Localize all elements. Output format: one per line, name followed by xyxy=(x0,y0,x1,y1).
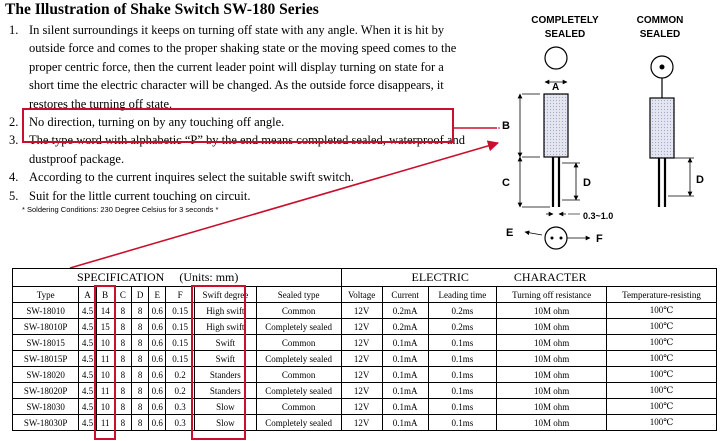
table-cell: SW-18020 xyxy=(13,367,79,383)
table-cell: Completely sealed xyxy=(256,383,341,399)
table-row xyxy=(13,335,717,351)
table-cell: Common xyxy=(256,367,341,383)
table-cell: Completely sealed xyxy=(256,415,341,431)
table-cell: Common xyxy=(256,399,341,415)
table-cell: 8 xyxy=(114,367,131,383)
table-cell: 11 xyxy=(96,383,114,399)
table-cell: 0.2 xyxy=(166,367,195,383)
table-cell: SW-18015 xyxy=(13,335,79,351)
table-cell: 8 xyxy=(132,351,149,367)
table-cell: 0.6 xyxy=(149,303,166,319)
table-cell: 10M ohm xyxy=(497,399,607,415)
switch-body-common xyxy=(650,98,674,158)
list-item: 2. No direction, turning on by any touching off angle. xyxy=(9,115,285,130)
table-cell: 10 xyxy=(96,367,114,383)
table-cell: Standers xyxy=(194,383,256,399)
table-cell: 4.5 xyxy=(79,319,96,335)
table-row xyxy=(13,319,717,335)
table-cell: Common xyxy=(256,335,341,351)
table-cell: 14 xyxy=(96,303,114,319)
highlight-column-swift-degree xyxy=(191,285,246,440)
col-c: C xyxy=(114,287,131,303)
table-cell: 0.1mA xyxy=(382,335,428,351)
table-cell: 10 xyxy=(96,335,114,351)
table-cell: 10M ohm xyxy=(497,415,607,431)
list-item: 5. Suit for the little current touching on circuit. xyxy=(9,188,251,203)
table-cell: 8 xyxy=(114,303,131,319)
table-cell: 0.1ms xyxy=(428,351,497,367)
table-cell: 4.5 xyxy=(79,335,96,351)
col-d: D xyxy=(132,287,149,303)
col-temperature-resisting: Temperature-resisting xyxy=(607,287,717,303)
table-cell: 8 xyxy=(132,319,149,335)
switch-body-sealed xyxy=(544,94,568,157)
table-cell: Common xyxy=(256,303,341,319)
table-cell: Slow xyxy=(194,399,256,415)
col-type: Type xyxy=(13,287,79,303)
table-cell: 15 xyxy=(96,319,114,335)
table-cell: 0.6 xyxy=(149,399,166,415)
table-cell: Completely sealed xyxy=(256,351,341,367)
table-cell: Completely sealed xyxy=(256,319,341,335)
dim-f-text: F xyxy=(596,233,603,245)
table-cell: 0.6 xyxy=(149,383,166,399)
list-item: 3. The type word with alphabetic “P” by the end means completed sealed, waterproof and dustproof package. xyxy=(9,133,465,166)
table-cell: 8 xyxy=(114,415,131,431)
table-cell: 8 xyxy=(132,335,149,351)
table-row xyxy=(13,415,717,431)
table-cell: 10M ohm xyxy=(497,303,607,319)
table-cell: 100℃ xyxy=(607,351,717,367)
table-cell: 4.5 xyxy=(79,399,96,415)
table-cell: SW-18010P xyxy=(13,319,79,335)
table-cell: Swift xyxy=(194,351,256,367)
character-group-label: CHARACTER xyxy=(513,270,587,284)
table-body xyxy=(13,303,717,431)
table-cell: 0.1mA xyxy=(382,399,428,415)
col-b: B xyxy=(96,287,114,303)
table-cell: 8 xyxy=(132,415,149,431)
table-cell: 0.2mA xyxy=(382,303,428,319)
col-leading-time: Leading time xyxy=(428,287,497,303)
electric-group-label: ELECTRIC xyxy=(411,270,469,284)
col-turning-off-resistance: Turning off resistance xyxy=(497,287,607,303)
col-voltage: Voltage xyxy=(341,287,382,303)
table-cell: 0.6 xyxy=(149,335,166,351)
table-cell: 4.5 xyxy=(79,303,96,319)
table-cell: 0.1ms xyxy=(428,335,497,351)
table-cell: 10M ohm xyxy=(497,319,607,335)
completely-sealed-label: COMPLETELY SEALED xyxy=(531,15,599,40)
table-cell: 10M ohm xyxy=(497,335,607,351)
table-cell: 10M ohm xyxy=(497,367,607,383)
table-cell: 10 xyxy=(96,399,114,415)
table-cell: SW-18010 xyxy=(13,303,79,319)
table-cell: 0.15 xyxy=(166,319,195,335)
table-cell: 0.6 xyxy=(149,351,166,367)
table-cell: 12V xyxy=(341,399,382,415)
table-cell: 11 xyxy=(96,351,114,367)
table-cell: SW-18020P xyxy=(13,383,79,399)
list-item: 4. According to the current inquires select the suitable swift switch. xyxy=(9,170,354,185)
table-cell: 12V xyxy=(341,415,382,431)
table-cell: 100℃ xyxy=(607,383,717,399)
dim-d-text: D xyxy=(583,177,591,189)
soldering-note: * Soldering Conditions: 230 Degree Celsius for 3 seconds * xyxy=(22,205,219,214)
table-row xyxy=(13,351,717,367)
table-cell: 100℃ xyxy=(607,319,717,335)
table-cell: 0.2mA xyxy=(382,319,428,335)
table-cell: 0.6 xyxy=(149,415,166,431)
table-cell: 0.15 xyxy=(166,303,195,319)
table-cell: 8 xyxy=(132,367,149,383)
table-cell: 8 xyxy=(114,335,131,351)
table-cell: 12V xyxy=(341,351,382,367)
table-cell: 100℃ xyxy=(607,367,717,383)
table-cell: 8 xyxy=(132,383,149,399)
table-cell: 8 xyxy=(114,351,131,367)
table-cell: 10M ohm xyxy=(497,383,607,399)
table-cell: 12V xyxy=(341,319,382,335)
table-cell: 0.1mA xyxy=(382,415,428,431)
table-cell: 12V xyxy=(341,367,382,383)
table-cell: 0.6 xyxy=(149,319,166,335)
table-cell: 12V xyxy=(341,383,382,399)
highlight-column-b xyxy=(94,285,116,440)
units-label: (Units: mm) xyxy=(179,270,239,284)
table-row xyxy=(13,367,717,383)
table-cell: 4.5 xyxy=(79,351,96,367)
table-cell: High swift xyxy=(194,319,256,335)
table-cell: 0.1mA xyxy=(382,383,428,399)
table-cell: 8 xyxy=(132,399,149,415)
specification-table xyxy=(12,268,717,431)
col-e: E xyxy=(149,287,166,303)
table-cell: 4.5 xyxy=(79,367,96,383)
table-cell: 0.1ms xyxy=(428,383,497,399)
table-cell: SW-18030 xyxy=(13,399,79,415)
table-cell: 100℃ xyxy=(607,335,717,351)
dim-a-text: A xyxy=(552,82,560,93)
dim-e-text: E xyxy=(506,227,514,239)
page-title: The Illustration of Shake Switch SW-180 Series xyxy=(5,1,319,18)
table-cell: 100℃ xyxy=(607,415,717,431)
table-cell: 0.6 xyxy=(149,367,166,383)
table-cell: 0.1mA xyxy=(382,367,428,383)
table-cell: 0.2ms xyxy=(428,319,497,335)
table-group-header xyxy=(13,269,717,287)
col-sealed-type: Sealed type xyxy=(256,287,341,303)
table-cell: 0.1ms xyxy=(428,399,497,415)
table-cell: SW-18015P xyxy=(13,351,79,367)
table-cell: 10M ohm xyxy=(497,351,607,367)
col-f: F xyxy=(166,287,195,303)
table-row xyxy=(13,399,717,415)
table-cell: SW-18030P xyxy=(13,415,79,431)
table-cell: 0.15 xyxy=(166,335,195,351)
top-view-circle-icon xyxy=(545,47,567,69)
lead-spacing-text: 0.3~1.0 xyxy=(583,211,614,221)
table-cell: Standers xyxy=(194,367,256,383)
table-cell: 12V xyxy=(341,303,382,319)
callout-arrow xyxy=(70,143,498,268)
table-cell: 0.3 xyxy=(166,415,195,431)
table-cell: Swift xyxy=(194,335,256,351)
table-cell: 8 xyxy=(132,303,149,319)
dim-b-text: B xyxy=(502,120,510,132)
table-cell: 4.5 xyxy=(79,415,96,431)
table-cell: 100℃ xyxy=(607,303,717,319)
table-cell: High swift xyxy=(194,303,256,319)
table-cell: 0.2 xyxy=(166,383,195,399)
table-cell: Slow xyxy=(194,415,256,431)
col-a: A xyxy=(79,287,96,303)
dim-c-text: C xyxy=(502,177,510,189)
bottom-view-circle-icon xyxy=(545,227,567,249)
spec-group-label: SPECIFICATION xyxy=(77,270,165,284)
table-cell: 0.1ms xyxy=(428,367,497,383)
table-cell: 100℃ xyxy=(607,399,717,415)
table-cell: 0.15 xyxy=(166,351,195,367)
table-cell: 8 xyxy=(114,399,131,415)
table-header-row xyxy=(13,287,717,303)
table-cell: 11 xyxy=(96,415,114,431)
table-cell: 12V xyxy=(341,335,382,351)
table-cell: 8 xyxy=(114,383,131,399)
list-item: 1. In silent surroundings it keeps on turning off state with any angle. When it is hit by outside force and comes to the proper shaking state or the moving speed comes to the proper centric force, then the current leader point will display turning on state for a short time the electric character will be changed. As the outside force disappears, it restores the turning off state. xyxy=(9,23,457,111)
col-current: Current xyxy=(382,287,428,303)
table-cell: 0.2ms xyxy=(428,303,497,319)
table-cell: 0.1ms xyxy=(428,415,497,431)
common-sealed-label: COMMON SEALED xyxy=(636,15,684,40)
table-cell: 0.1mA xyxy=(382,351,428,367)
table-cell: 8 xyxy=(114,319,131,335)
table-cell: 0.3 xyxy=(166,399,195,415)
table-row xyxy=(13,383,717,399)
col-swift-degree: Swift degree xyxy=(194,287,256,303)
common-dim-d-text: D xyxy=(696,174,704,186)
table-cell: 4.5 xyxy=(79,383,96,399)
table-row xyxy=(13,303,717,319)
